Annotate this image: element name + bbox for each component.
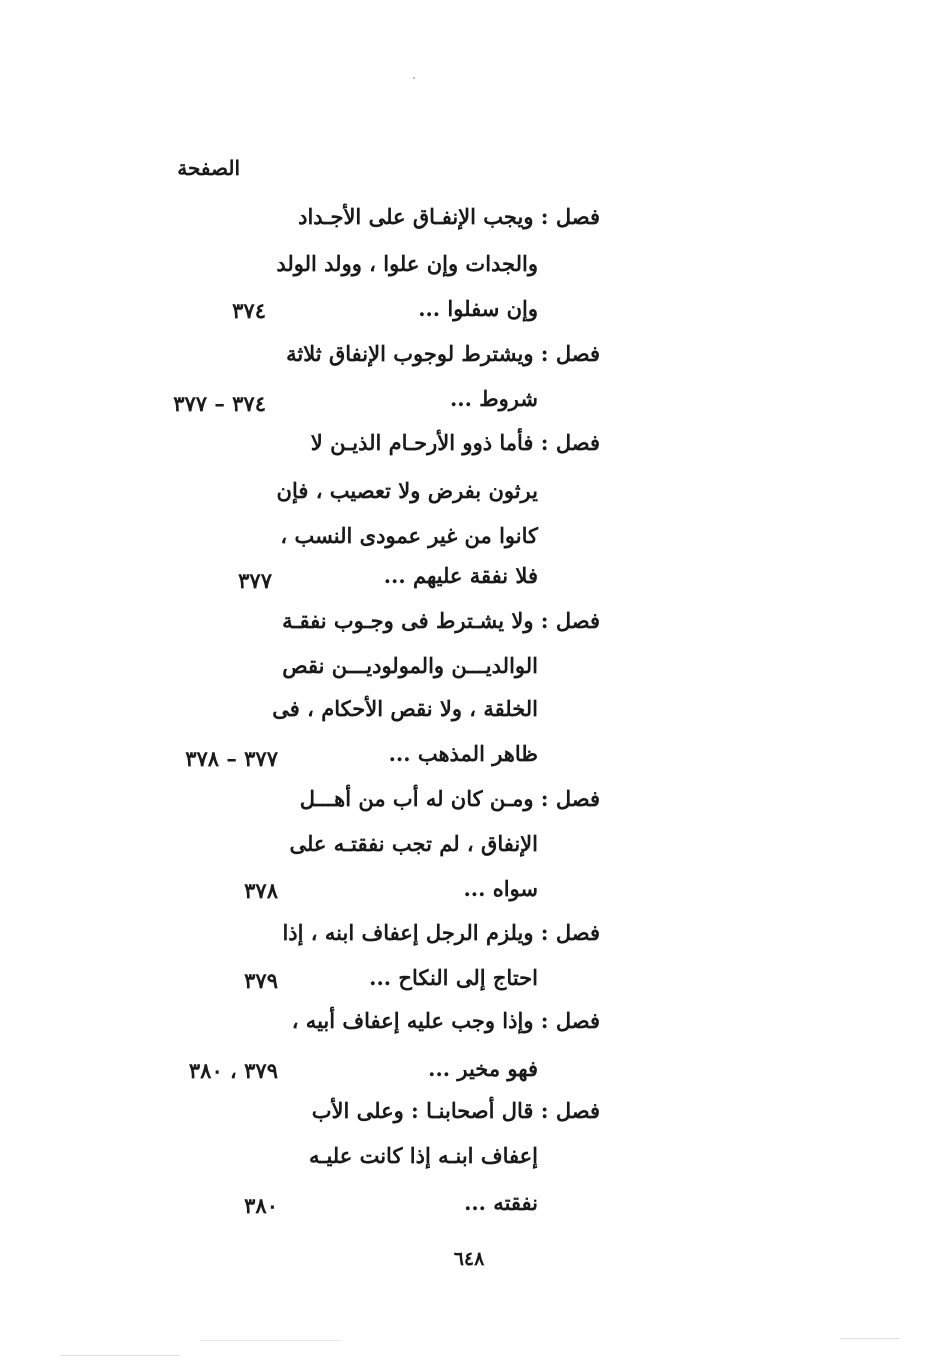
page-column-label: الصفحة	[177, 156, 240, 180]
scan-line	[60, 1355, 180, 1356]
entry-line: فصل : فأما ذوو الأرحـام الذيـن لا	[310, 430, 600, 455]
entry-line: فصل : وإذا وجب عليه إعفاف أبيه ،	[291, 1008, 600, 1033]
entry-line: فصل : ومـن كان له أب من أهـــل	[299, 786, 600, 811]
entry-line: فصل : قال أصحابنـا : وعلى الأب	[311, 1098, 600, 1123]
scan-line	[200, 1340, 340, 1341]
entry-line: فصل : ويجب الإنفـاق على الأجـداد	[298, 204, 600, 229]
entry-page-ref: ٣٧٤	[232, 298, 266, 323]
entry-page-ref: ٣٧٩ ، ٣٨٠	[188, 1058, 278, 1083]
entry-line: فصل : ويلزم الرجل إعفاف ابنه ، إذا	[282, 920, 600, 945]
entry-page-ref: ٣٧٩	[244, 968, 278, 993]
entry-line: الوالديـــن والمولوديـــن نقص	[282, 653, 538, 678]
page-number: ٦٤٨	[453, 1248, 485, 1270]
entry-line: شروط ...	[450, 386, 538, 411]
entry-page-ref: ٣٧٤ – ٣٧٧	[173, 391, 266, 416]
entry-line: وإن سفلوا ...	[418, 296, 538, 321]
entry-line: نفقته ...	[464, 1190, 538, 1215]
entry-page-ref: ٣٧٧ – ٣٧٨	[185, 746, 278, 771]
entry-line: ظاهر المذهب ...	[388, 741, 538, 766]
entry-line: سواه ...	[463, 876, 538, 901]
entry-line: احتاج إلى النكاح ...	[369, 965, 538, 990]
scan-line	[840, 1338, 900, 1339]
entry-line: يرثون بفرض ولا تعصيب ، فإن	[276, 478, 538, 503]
entry-line: الإنفاق ، لم تجب نفقتـه على	[289, 831, 538, 856]
entry-line: كانوا من غير عمودى النسب ،	[280, 523, 538, 548]
entry-line: الخلقة ، ولا نقص الأحكام ، فى	[272, 696, 538, 721]
scan-speck	[413, 77, 415, 79]
entry-line: فصل : ويشترط لوجوب الإنفاق ثلاثة	[286, 341, 600, 366]
entry-line: فصل : ولا يشـترط فى وجـوب نفقـة	[282, 608, 600, 633]
entry-line: والجدات وإن علوا ، وولد الولد	[276, 251, 538, 276]
entry-page-ref: ٣٨٠	[244, 1193, 278, 1218]
entry-line: إعفاف ابنـه إذا كانت عليـه	[309, 1143, 538, 1168]
entry-line: فلا نفقة عليهم ...	[383, 563, 538, 588]
entry-line: فهو مخير ...	[428, 1056, 538, 1081]
entry-page-ref: ٣٧٧	[238, 568, 272, 593]
entry-page-ref: ٣٧٨	[244, 878, 278, 903]
